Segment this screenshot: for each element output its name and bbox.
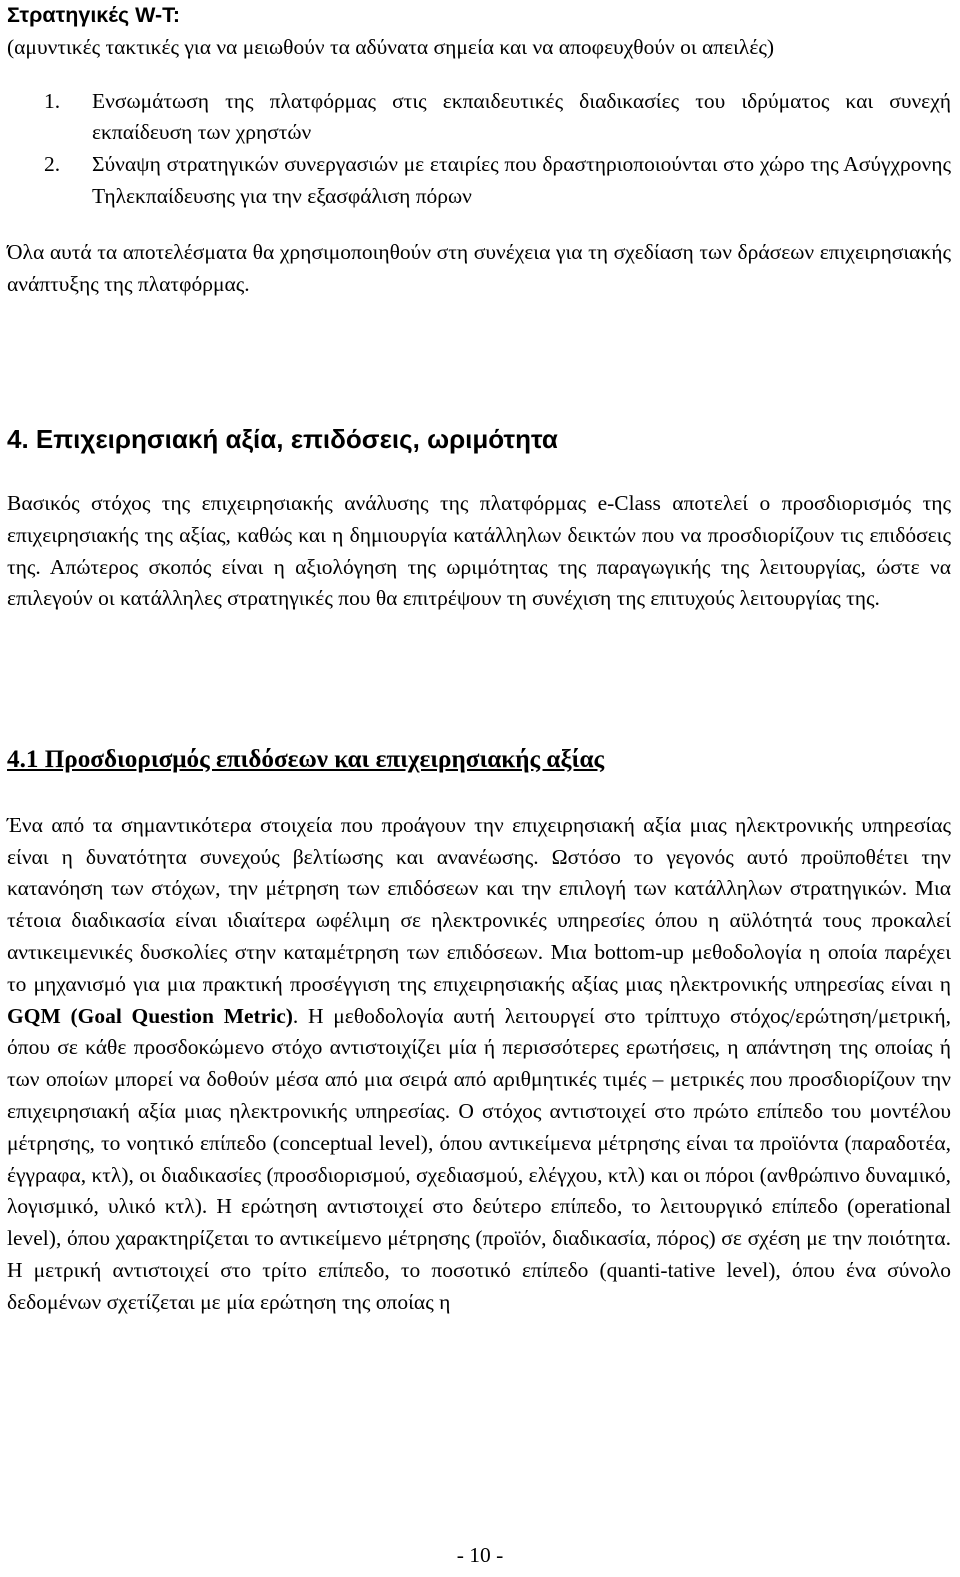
paragraph-text-part2: . Η μεθοδολογία αυτή λειτουργεί στο τρίπτυχο στόχος/ερώτηση/μετρική, όπου σε κάθε προσδοκώμενο στόχο αντιστοιχίζει μία ή περισσότερες ερωτήσεις, η απάντηση της οποίας ή των οποίων μπορεί να δοθούν μέσα από μια σειρά από αριθμητικές τιμές – μετρικές που προσδιορίζουν την επιχειρησιακή αξία μιας ηλεκτρονικής υπηρεσίας. Ο στόχος αντιστοιχεί στο πρώτο επίπεδο του μοντέλου μέτρησης, το νοητικό επίπεδο (conceptual level), όπου αντικείμενα μέτρησης είναι τα προϊόντα (παραδοτέα, έγγραφα, κτλ), οι διαδικασίες (προσδιορισμού, σχεδιασμού, ελέγχου, κτλ) και οι πόροι (ανθρώπινο δυναμικό, λογισμικό, υλικό κτλ). Η ερώτηση αντιστοιχεί στο δεύτερο επίπεδο, το λειτουργικό επίπεδο (operational level), όπου χαρακτηρίζεται το αντικείμενο μέτρησης (προϊόν, διαδικασία, πόρος) σε σχέση με την ποιότητα. Η μετρική αντιστοιχεί στο τρίτο επίπεδο, το ποσοτικό επίπεδο (quanti-tative level), όπου ένα σύνολο δεδομένων σχετίζεται με μία ερώτηση της οποίας η [7, 1003, 951, 1314]
list-item-number: 1. [44, 88, 61, 113]
list-item-text: Σύναψη στρατηγικών συνεργασιών με εταιρίες που δραστηριοποιούνται στο χώρο της Ασύγχρονης Τηλεκπαίδευσης για την εξασφάλιση πόρων [92, 152, 951, 208]
strategy-list [7, 86, 951, 213]
section-title: 4. Επιχειρησιακή αξία, επιδόσεις, ωριμότητα [7, 424, 558, 454]
page-number: - 10 - [456, 1543, 504, 1567]
list-item-number: 2. [44, 152, 61, 177]
section-4 [7, 422, 951, 615]
subsection-title: 4.1 Προσδιορισμός επιδόσεων και επιχειρησιακής αξίας [7, 746, 605, 773]
gqm-term: GQM (Goal Question Metric) [7, 1003, 293, 1028]
list-item [7, 149, 951, 213]
list-item [7, 86, 951, 150]
paragraph-text-part1: Ένα από τα σημαντικότερα στοιχεία που προάγουν την επιχειρησιακή αξία μιας ηλεκτρονικής υπηρεσίας είναι η δυνατότητα συνεχούς βελτίωσης και ανανέωσης. Ωστόσο το γεγονός αυτό προϋποθέτει την κατανόηση των στόχων, την μέτρηση των επιδόσεων και την επιλογή των κατάλληλων στρατηγικών. Μια τέτοια διαδικασία είναι ιδιαίτερα ωφέλιμη σε ηλεκτρονικές υπηρεσίες όπου η αϋλότητά τους προκαλεί αντικειμενικές δυσκολίες στην καταμέτρηση των επιδόσεων. Μια bottom-up μεθοδολογία η οποία παρέχει το μηχανισμό για μια πρακτική προσέγγιση της επιχειρησιακής αξίας μιας ηλεκτρονικής υπηρεσίας είναι η [7, 812, 951, 996]
strategy-subheading: (αμυντικές τακτικές για να μειωθούν τα αδύνατα σημεία και να αποφευχθούν οι απειλές) [7, 34, 775, 59]
strategy-heading: Στρατηγικές W-T: [7, 3, 181, 27]
list-item-text: Ενσωμάτωση της πλατφόρμας στις εκπαιδευτικές διαδικασίες του ιδρύματος και συνεχή εκπαίδευση των χρηστών [92, 88, 951, 145]
subsection-paragraph [7, 810, 951, 1319]
section-4-1 [7, 744, 951, 1319]
strategy-block [7, 0, 951, 300]
strategy-closing: Όλα αυτά τα αποτελέσματα θα χρησιμοποιηθούν στη συνέχεια για τη σχεδίαση των δράσεων επιχειρησιακής ανάπτυξης της πλατφόρμας. [7, 239, 951, 296]
section-paragraph: Βασικός στόχος της επιχειρησιακής ανάλυσης της πλατφόρμας e-Class αποτελεί ο προσδιορισμός της επιχειρησιακής της αξίας, καθώς και η δημιουργία κατάλληλων δεικτών που να προσδιορίζουν τις επιδόσεις της. Απώτερος σκοπός είναι η αξιολόγηση της ωριμότητας της παραγωγικής της λειτουργίας, ώστε να επιλεγούν οι κατάλληλες στρατηγικές που θα επιτρέψουν τη συνέχιση της επιτυχούς λειτουργίας της. [7, 491, 951, 611]
